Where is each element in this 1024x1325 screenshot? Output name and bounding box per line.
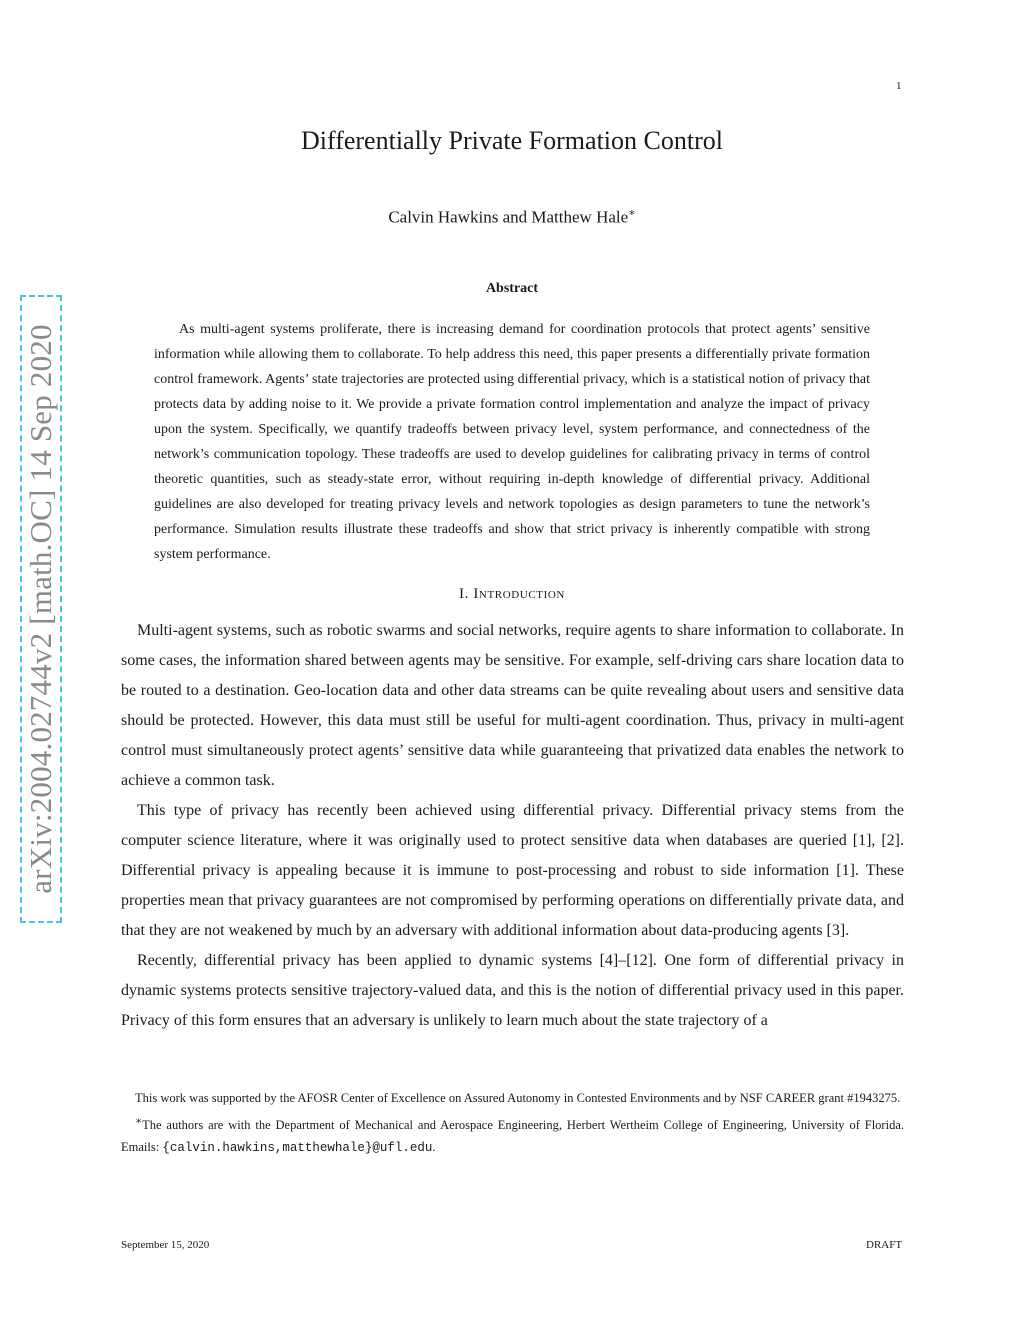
- footer-date: September 15, 2020: [121, 1239, 210, 1251]
- arxiv-identifier: arXiv:2004.02744v2 [math.OC] 14 Sep 2020: [23, 324, 58, 894]
- paper-title: Differentially Private Formation Control: [301, 126, 723, 155]
- paragraph: Multi-agent systems, such as robotic swarms and social networks, require agents to share information to collaborate. In some cases, the information shared between agents may be sensitive. For example, self-driving cars share location data to be routed to a destination. Geo-location data and other data streams can be quite revealing about users and sensitive data should be protected. However, this data must still be useful for multi-agent coordination. Thus, privacy in multi-agent control must simultaneously protect agents’ sensitive data while guaranteeing that privatized data enables the network to achieve a common task.: [121, 622, 904, 789]
- abstract-heading: Abstract: [485, 281, 539, 296]
- section-number: I.: [459, 586, 469, 602]
- paragraph: Recently, differential privacy has been applied to dynamic systems [4]–[12]. One form of differential privacy in dynamic systems protects sensitive trajectory-valued data, and this is the notion of differential privacy used in this paper. Privacy of this form ensures that an adversary is unlikely to learn much about the state trajectory of a: [121, 952, 904, 1029]
- funding-footnote: This work was supported by the AFOSR Center of Excellence on Assured Autonomy in Contested Environments and by NSF CAREER grant #1943275.: [135, 1091, 901, 1105]
- footnotes: [121, 1087, 904, 1160]
- author-emails: {calvin.hawkins,matthewhale}@ufl.edu: [162, 1141, 433, 1156]
- author-footnote-mark: ∗: [628, 207, 636, 219]
- paragraph: This type of privacy has recently been achieved using differential privacy. Differential privacy stems from the computer science literature, where it was originally used to protect sensitive data when databases are queried [1], [2]. Differential privacy is appealing because it is immune to post-processing and robust to side information [1]. These properties mean that privacy guarantees are not compromised by performing operations on differentially private data, and that they are not weakened by much by an adversary with additional information about data-producing agents [3].: [121, 802, 904, 939]
- affiliation-mark: ∗: [135, 1115, 143, 1127]
- section-title: Introduction: [473, 586, 565, 602]
- author-names: Calvin Hawkins and Matthew Hale: [388, 207, 629, 227]
- author-line: [0, 206, 1024, 228]
- page-number: 1: [896, 80, 902, 92]
- footer-draft-label: DRAFT: [866, 1239, 903, 1251]
- affiliation-footnote: [121, 1111, 904, 1160]
- arxiv-stamp: [20, 295, 62, 923]
- affiliation-end: .: [432, 1140, 436, 1155]
- abstract-text: As multi-agent systems proliferate, there is increasing demand for coordination protocols that protect agents’ sensitive information while allowing them to collaborate. To help address this need, this paper presents a differentially private formation control framework. Agents’ state trajectories are protected using differential privacy, which is a statistical notion of privacy that protects data by adding noise to it. We provide a private formation control implementation and analyze the impact of privacy upon the system. Specifically, we quantify tradeoffs between privacy level, system performance, and connectedness of the network’s communication topology. These tradeoffs are used to develop guidelines for calibrating privacy in terms of control theoretic quantities, such as steady-state error, without requiring in-depth knowledge of differential privacy. Additional guidelines are also developed for treating privacy levels and network topologies as design parameters to tune the network’s performance. Simulation results illustrate these tradeoffs and show that strict privacy is inherently compatible with strong system performance.: [154, 322, 870, 562]
- section-heading: [0, 586, 1024, 603]
- introduction-body: [121, 616, 904, 1036]
- affiliation-text: The authors are with the Department of Mechanical and Aerospace Engineering, Herbert Wertheim College of Engineering, University of Florida. Emails:: [121, 1117, 904, 1155]
